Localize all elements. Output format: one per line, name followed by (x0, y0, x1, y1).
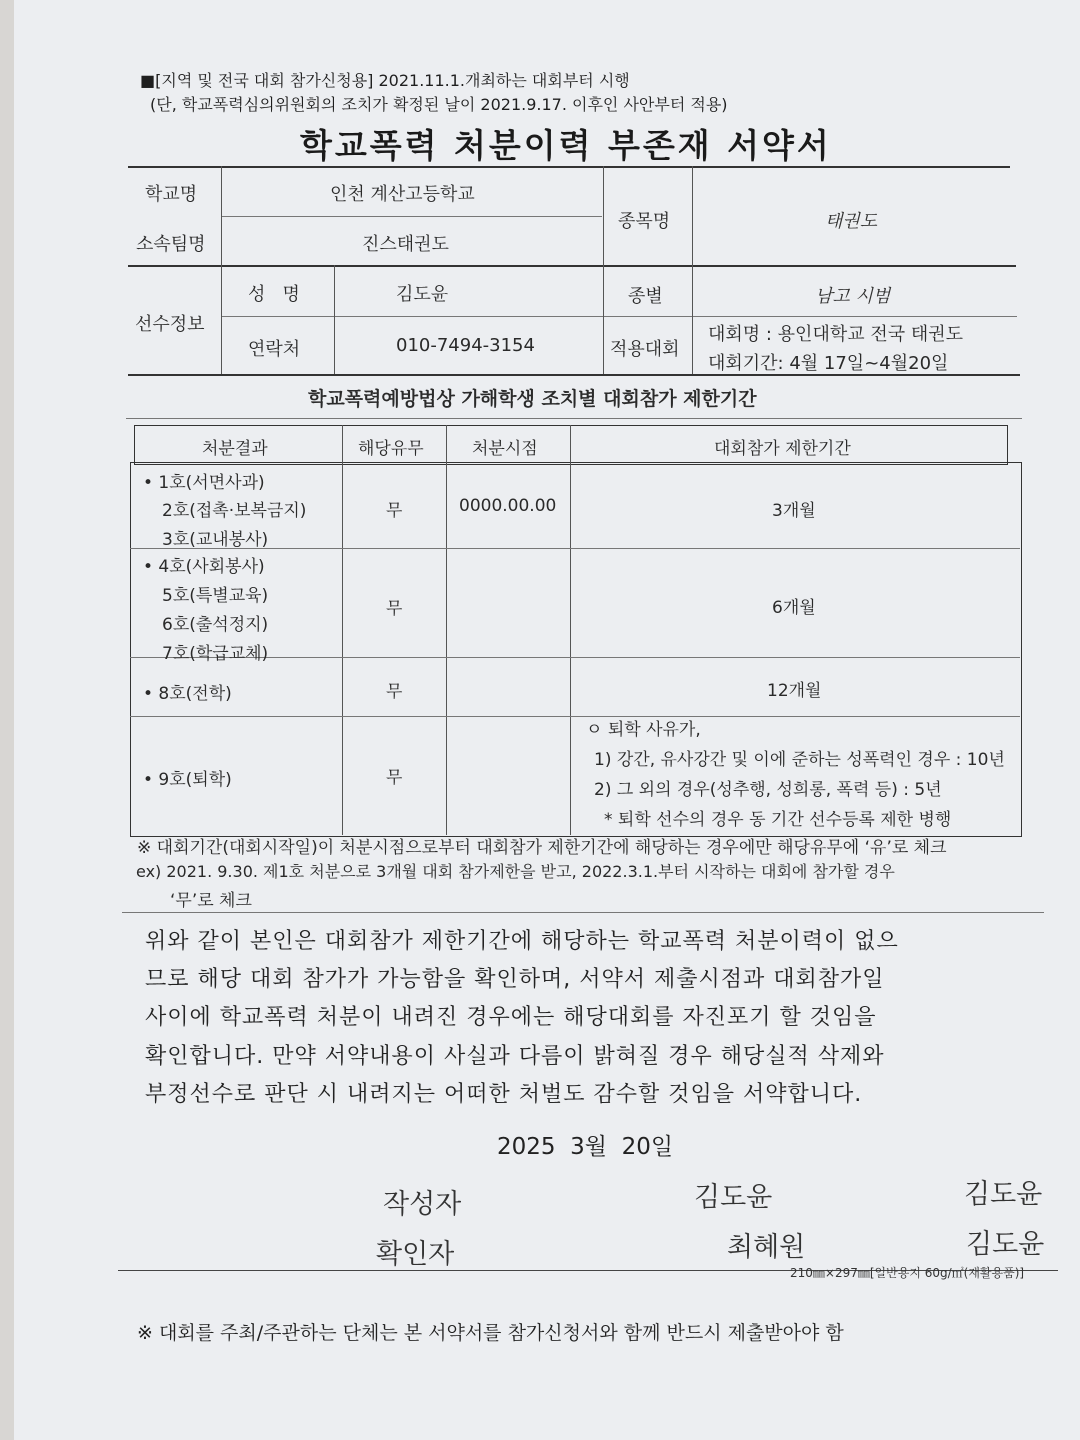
confirmer-label: 확인자 (376, 1239, 455, 1270)
name-label: 성 명 (248, 284, 300, 305)
writer-name: 김도윤 (694, 1182, 773, 1213)
contact-label: 연락처 (248, 339, 301, 360)
footnote: ex) 2021. 9.30. 제1호 처분으로 3개월 대회 참가제한을 받고, 2022.3.1.부터 시작하는 대회에 참가할 경우 (136, 862, 895, 881)
writer-signature: 김도윤 (964, 1179, 1043, 1210)
divider (122, 912, 1044, 913)
divider (342, 425, 343, 835)
divider (334, 265, 335, 374)
sport-label: 종목명 (618, 211, 671, 232)
player-info-label: 선수정보 (135, 314, 205, 335)
name-value: 김도윤 (396, 284, 449, 305)
restriction-period: 6개월 (772, 598, 816, 618)
divider (570, 425, 571, 835)
applicable-value: 무 (386, 599, 403, 619)
footnote: ※ 대회기간(대회시작일)이 처분시점으로부터 대회참가 제한기간에 해당하는 경우에만 해당유무에 ‘유’로 체크 (137, 838, 947, 858)
pledge-line: 사이에 학교폭력 처분이 내려진 경우에는 해당대회를 자진포기 할 것임을 (145, 1005, 877, 1030)
divider (221, 166, 222, 374)
writer-label: 작성자 (383, 1189, 462, 1220)
pledge-line: 부정선수로 판단 시 내려지는 어떠한 처벌도 감수할 것임을 서약합니다. (145, 1082, 863, 1107)
restriction-period: 3개월 (772, 501, 816, 521)
column-header: 처분시점 (472, 439, 538, 459)
contact-value: 010-7494-3154 (396, 335, 535, 356)
result-item: 3호(교내봉사) (162, 530, 269, 550)
pledge-line: 확인합니다. 만약 서약내용이 사실과 다름이 밝혀질 경우 해당실적 삭제와 (145, 1044, 885, 1069)
applicable-value: 무 (386, 682, 403, 702)
applicable-value: 무 (386, 768, 403, 788)
divider (446, 425, 447, 835)
result-item: 7호(학급교체) (162, 644, 269, 664)
result-item: 2호(접촉·보복금지) (162, 501, 307, 521)
info-table-top (128, 166, 1010, 168)
header-note-2: (단, 학교폭력심의위원회의 조치가 확정된 날이 2021.9.17. 이후인 사안부터 적용) (150, 95, 728, 114)
footnote: ‘무’로 체크 (170, 891, 252, 911)
school-value: 인천 계산고등학교 (330, 184, 475, 205)
applicable-value: 무 (386, 501, 403, 521)
divider (128, 265, 1016, 267)
pledge-date: 2025 3월 20일 (497, 1134, 674, 1160)
divider (126, 418, 1022, 419)
result-item: • 9호(퇴학) (143, 770, 232, 790)
sport-value: 태권도 (825, 211, 878, 232)
confirmer-name: 최혜원 (727, 1232, 806, 1263)
restriction-period: 12개월 (767, 681, 822, 701)
restriction-heading: 학교폭력예방법상 가해학생 조치별 대회참가 제한기간 (308, 388, 757, 410)
pledge-line: 므로 해당 대회 참가가 가능함을 확인하며, 서약서 제출시점과 대회참가일 (145, 967, 885, 992)
category-value: 남고 시범 (815, 286, 891, 307)
team-value: 진스태권도 (362, 234, 449, 255)
submission-notice: ※ 대회를 주최/주관하는 단체는 본 서약서를 참가신청서와 함께 반드시 제출받아야 함 (137, 1322, 844, 1344)
divider (130, 716, 1020, 717)
column-header: 처분결과 (202, 439, 268, 459)
divider (603, 166, 604, 374)
category-label: 종별 (628, 286, 663, 307)
result-item: 6호(출석정지) (162, 615, 269, 635)
disposition-date: 0000.00.00 (459, 496, 557, 516)
result-item: • 4호(사회봉사) (143, 557, 265, 577)
event-period: 대회기간: 4월 17일~4월20일 (708, 353, 949, 374)
result-item: • 8호(전학) (143, 684, 232, 704)
expulsion-note: * 퇴학 선수의 경우 동 기간 선수등록 제한 병행 (604, 810, 952, 830)
column-header: 대회참가 제한기간 (714, 439, 851, 459)
result-item: • 1호(서면사과) (143, 473, 265, 493)
event-label: 적용대회 (610, 339, 680, 360)
event-name: 대회명 : 용인대학교 전국 태권도 (708, 324, 963, 345)
school-label: 학교명 (145, 184, 198, 205)
expulsion-note: ㅇ 퇴학 사유가, (586, 720, 701, 740)
confirmer-signature: 김도윤 (966, 1229, 1045, 1260)
pledge-line: 위와 같이 본인은 대회참가 제한기간에 해당하는 학교폭력 처분이력이 없으 (145, 929, 899, 954)
divider (222, 216, 602, 217)
result-item: 5호(특별교육) (162, 586, 269, 606)
divider (692, 166, 693, 374)
header-note-1: ■[지역 및 전국 대회 참가신청용] 2021.11.1.개최하는 대회부터 시행 (140, 71, 630, 90)
expulsion-note: 2) 그 외의 경우(성추행, 성희롱, 폭력 등) : 5년 (594, 780, 942, 800)
expulsion-note: 1) 강간, 유사강간 및 이에 준하는 성폭력인 경우 : 10년 (594, 750, 1005, 770)
column-header: 해당유무 (358, 439, 424, 459)
document-title: 학교폭력 처분이력 부존재 서약서 (300, 126, 832, 165)
paper-spec: 210㎜×297㎜[일반용지 60g/㎡(재활용품)] (790, 1266, 1025, 1280)
divider (222, 316, 1017, 317)
team-label: 소속팀명 (136, 234, 206, 255)
